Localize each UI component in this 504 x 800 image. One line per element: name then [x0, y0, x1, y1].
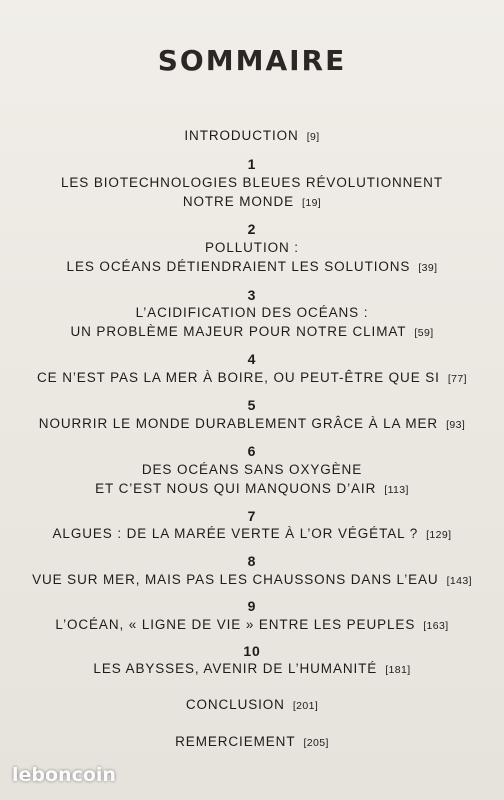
- chapter-1-number: 1: [247, 156, 257, 172]
- chapter-7-number: 7: [247, 508, 257, 524]
- chapter-9-page: [163]: [423, 620, 449, 632]
- chapter-6-title-line2: [0, 481, 504, 496]
- chapter-5-page: [93]: [446, 419, 466, 431]
- toc-intro: [0, 128, 504, 143]
- chapter-8-title-text: VUE SUR MER, MAIS PAS LES CHAUSSONS DANS L’EAU: [32, 572, 439, 587]
- toc-conclusion-page: [201]: [292, 700, 319, 712]
- chapter-8-page: [143]: [446, 575, 472, 587]
- chapter-6-page: [113]: [384, 484, 409, 496]
- chapter-1-title-line1: LES BIOTECHNOLOGIES BLEUES RÉVOLUTIONNENT: [61, 175, 443, 190]
- chapter-4-title-text: CE N’EST PAS LA MER À BOIRE, OU PEUT-ÊTRE QUE SI: [37, 370, 440, 385]
- chapter-6-title-line2-text: ET C’EST NOUS QUI MANQUONS D’AIR: [95, 481, 377, 496]
- chapter-3-title-line2: [0, 324, 504, 339]
- leboncoin-watermark: leboncoin: [12, 764, 116, 786]
- toc-remerciement-page: [205]: [303, 737, 329, 749]
- chapter-1-page: [19]: [302, 197, 322, 209]
- chapter-8-number: 8: [247, 553, 257, 569]
- chapter-10-page: [181]: [385, 664, 411, 676]
- chapter-10-title-text: LES ABYSSES, AVENIR DE L’HUMANITÉ: [93, 661, 378, 676]
- toc-remerciement-label: REMERCIEMENT: [175, 734, 296, 749]
- chapter-4-title: [0, 370, 504, 385]
- toc-intro-page: [9]: [306, 131, 320, 143]
- chapter-7-title-text: ALGUES : DE LA MARÉE VERTE À L’OR VÉGÉTAL ?: [52, 526, 419, 541]
- toc-conclusion-label: CONCLUSION: [185, 697, 285, 712]
- chapter-5-title-text: NOURRIR LE MONDE DURABLEMENT GRÂCE À LA MER: [38, 416, 439, 431]
- chapter-2-title-line2-text: LES OCÉANS DÉTIENDRAIENT LES SOLUTIONS: [66, 259, 411, 274]
- chapter-9-number: 9: [247, 598, 257, 614]
- chapter-7-page: [129]: [426, 529, 452, 541]
- chapter-6-number: 6: [247, 443, 257, 459]
- page-title: SOMMAIRE: [157, 44, 347, 77]
- chapter-3-number: 3: [247, 287, 257, 303]
- toc-intro-label: INTRODUCTION: [184, 128, 299, 143]
- chapter-3-title-line1: L’ACIDIFICATION DES OCÉANS :: [135, 305, 369, 320]
- chapter-1-title-line2: [0, 194, 504, 209]
- chapter-6-title-line1: DES OCÉANS SANS OXYGÈNE: [141, 462, 363, 477]
- chapter-2-number: 2: [247, 221, 257, 237]
- chapter-3-page: [59]: [414, 327, 434, 339]
- chapter-4-page: [77]: [447, 373, 467, 385]
- chapter-7-title: [0, 526, 504, 541]
- chapter-1-title-line2-text: NOTRE MONDE: [182, 194, 295, 209]
- toc-remerciement: [0, 734, 504, 749]
- chapter-10-title: [0, 661, 504, 676]
- toc-conclusion: [0, 697, 504, 712]
- chapter-5-title: [0, 416, 504, 431]
- chapter-2-title-line1: POLLUTION :: [205, 240, 299, 255]
- chapter-3-title-line2-text: UN PROBLÈME MAJEUR POUR NOTRE CLIMAT: [70, 324, 407, 339]
- chapter-9-title-text: L’OCÉAN, « LIGNE DE VIE » ENTRE LES PEUPLES: [55, 617, 416, 632]
- chapter-9-title: [0, 617, 504, 632]
- chapter-10-number: 10: [243, 643, 261, 659]
- chapter-5-number: 5: [247, 397, 257, 413]
- chapter-2-title-line2: [0, 259, 504, 274]
- chapter-8-title: [0, 572, 504, 587]
- chapter-2-page: [39]: [418, 262, 438, 274]
- chapter-4-number: 4: [247, 351, 257, 367]
